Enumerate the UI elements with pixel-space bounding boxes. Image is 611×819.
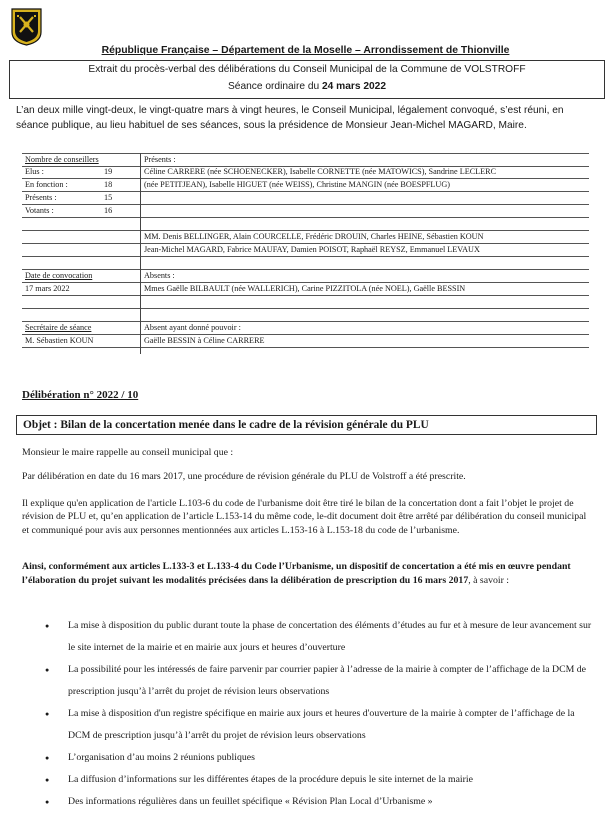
elus-label: Elus : xyxy=(25,167,44,176)
proxy-heading: Absent ayant donné pouvoir : xyxy=(144,323,241,332)
secretary-heading: Secrétaire de séance xyxy=(25,323,92,332)
table-row xyxy=(22,309,589,322)
table-row xyxy=(22,192,589,205)
table-row xyxy=(22,179,589,192)
table-row xyxy=(22,166,589,179)
convocation-heading: Date de convocation xyxy=(25,271,93,280)
absents-heading: Absents : xyxy=(144,271,175,280)
elus-value: 19 xyxy=(104,167,113,176)
votants-value: 16 xyxy=(104,206,113,215)
table-row xyxy=(22,283,589,296)
session-line xyxy=(10,81,604,92)
recall-paragraph: Monsieur le maire rappelle au conseil municipal que : xyxy=(22,447,234,458)
presents-line: MM. Denis BELLINGER, Alain COURCELLE, Frédéric DROUIN, Charles HEINE, Sébastien KOUN xyxy=(144,232,484,241)
presents-heading: Présents : xyxy=(144,155,176,164)
table-row xyxy=(22,257,589,270)
presents-line: Jean-Michel MAGARD, Fabrice MAUFAY, Damien POISOT, Raphaël REYSZ, Emmanuel LEVAUX xyxy=(144,245,480,254)
members-heading: Nombre de conseillers xyxy=(25,155,99,164)
table-row xyxy=(22,244,589,257)
absents-line: Mmes Gaëlle BILBAULT (née WALLERICH), Carine PIZZITOLA (née NOEL), Gaëlle BESSIN xyxy=(144,284,466,293)
date-paragraph: Par délibération en date du 16 mars 2017, une procédure de révision générale du PLU de Volstroff a été prescrite. xyxy=(22,471,466,482)
table-row xyxy=(22,270,589,283)
ainsi-paragraph xyxy=(22,560,592,587)
ainsi-bold-text: Ainsi, conformément aux articles L.133-3 et L.133-4 du Code l’Urbanisme, un dispositif de concertation a été mis en œuvre pendant l’élaboration du projet suivant les modalités précisées dans la délibération de prescription du 16 mars 2017 xyxy=(22,561,571,586)
table-row xyxy=(22,218,589,231)
extract-title: Extrait du procès-verbal des délibérations du Conseil Municipal de la Commune de VOLSTROFF xyxy=(88,64,526,75)
object-box xyxy=(16,415,597,435)
explain-paragraph: Il explique qu'en application de l'article L.103-6 du code de l'urbanisme doit être tiré le bilan de la concertation dont a fait l’objet le projet de révision de PLU et, qu’en application de l’article L.153-14 du même code, le-dit document doit être arrêté par délibération du conseil municipal et communiqué pour avis aux personnes mentionnées aux articles L.153-16 à L.153-18 du code de l’urbanisme. xyxy=(22,498,587,536)
table-row xyxy=(22,335,589,348)
ainsi-tail-text: , à savoir : xyxy=(468,574,510,586)
republic-header: République Française – Département de la Moselle – Arrondissement de Thionville xyxy=(101,45,510,56)
attendance-table xyxy=(22,153,589,354)
proxy-line: Gaëlle BESSIN à Céline CARRERE xyxy=(144,336,265,345)
list-item: ● La mise à disposition du public durant toute la phase de concertation des éléments d’études au fur et à mesure de leur avancement sur le site internet de la mairie et en mairie aux jours et heures d’ouverture xyxy=(45,615,593,659)
fonction-label: En fonction : xyxy=(25,180,68,189)
list-item: ● L’organisation d’au moins 2 réunions publiques xyxy=(45,747,593,769)
list-item: ● La possibilité pour les intéressés de faire parvenir par courrier papier à l’adresse de la mairie à compter de l’affichage de la DCM de prescription jusqu’à l’arrêt du projet de révision leurs observations xyxy=(45,659,593,703)
extract-box xyxy=(9,60,605,99)
table-row xyxy=(22,205,589,218)
table-row xyxy=(22,153,589,167)
presents-value: 15 xyxy=(104,193,113,202)
intro-paragraph: L’an deux mille vingt-deux, le vingt-quatre mars à vingt heures, le Conseil Municipal, légalement convoqué, s’est réuni, en séance publique, au lieu habituel de ses séances, sous la présidence de Monsieur Jean-Michel MAGARD, Maire. xyxy=(16,105,564,131)
secretary-name: M. Sébastien KOUN xyxy=(25,336,94,345)
session-prefix: Séance ordinaire du xyxy=(227,81,322,92)
session-date: 24 mars 2022 xyxy=(322,81,387,92)
deliberation-number: Délibération n° 2022 / 10 xyxy=(22,389,139,401)
table-row xyxy=(22,231,589,244)
list-item: ● La mise à disposition d'un registre spécifique en mairie aux jours et heures d'ouverture de la mairie à compter de l’affichage de la DCM de prescription jusqu’à l’arrêt du projet de révision leurs observations xyxy=(45,703,593,747)
commune-crest-logo xyxy=(11,8,42,46)
list-item: ● Des informations régulières dans un feuillet spécifique « Révision Plan Local d’Urbanisme » xyxy=(45,791,593,813)
table-divider xyxy=(140,153,141,354)
concertation-measures-list xyxy=(45,615,593,813)
convocation-date: 17 mars 2022 xyxy=(25,284,70,293)
list-item: ● La diffusion d’informations sur les différentes étapes de la procédure depuis le site internet de la mairie xyxy=(45,769,593,791)
presents-line: (née PETITJEAN), Isabelle HIGUET (née WEISS), Christine MANGIN (née BOESPFLUG) xyxy=(144,180,450,189)
fonction-value: 18 xyxy=(104,180,113,189)
table-row xyxy=(22,296,589,309)
object-title: Objet : Bilan de la concertation menée dans le cadre de la révision générale du PLU xyxy=(23,419,429,431)
presents-label: Présents : xyxy=(25,193,57,202)
presents-line: Céline CARRERE (née SCHOENECKER), Isabelle CORNETTE (née MATOWICS), Sandrine LECLERC xyxy=(144,167,497,176)
table-row xyxy=(22,322,589,335)
votants-label: Votants : xyxy=(25,206,54,215)
